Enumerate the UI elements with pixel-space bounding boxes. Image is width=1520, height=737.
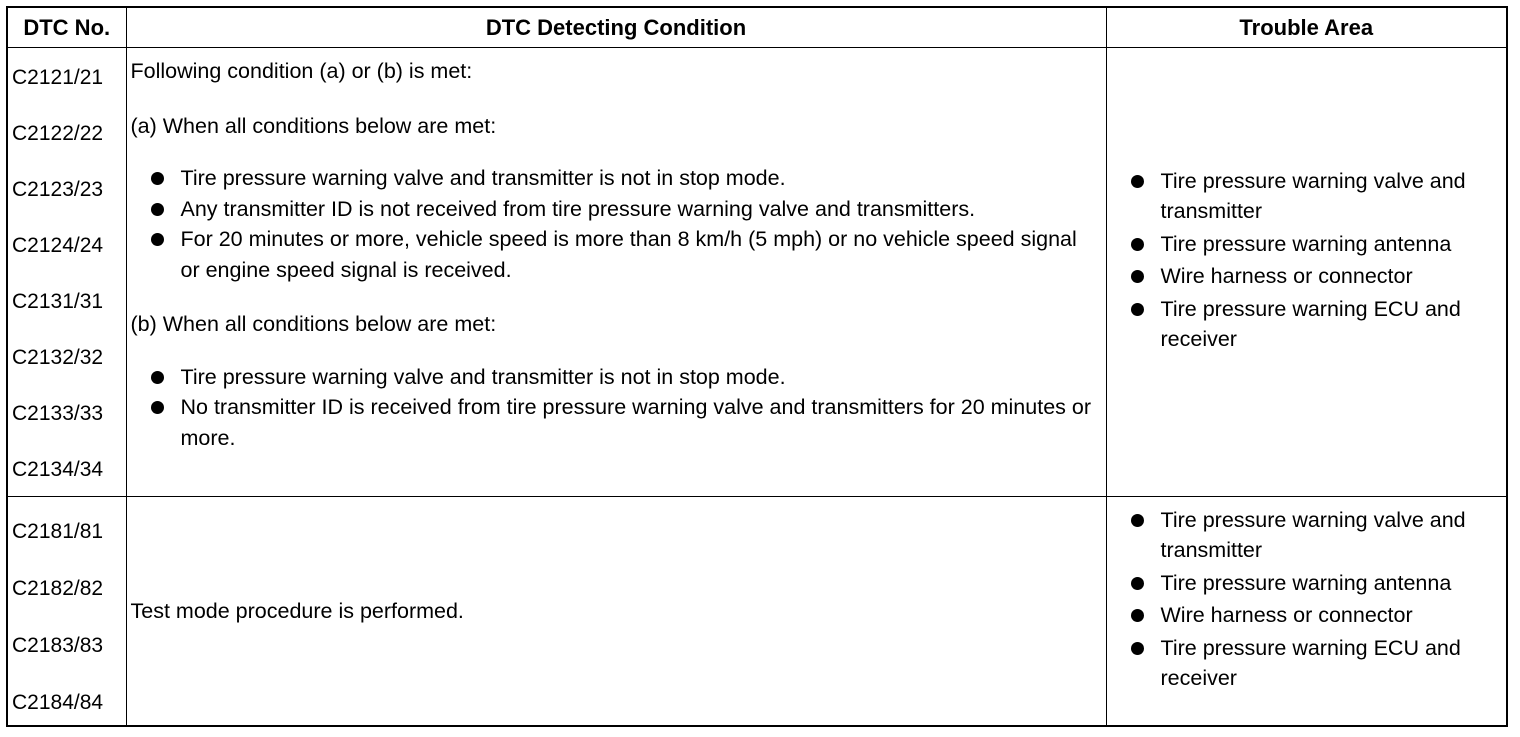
bullet-icon (1131, 642, 1144, 655)
bullet-icon (1131, 514, 1144, 527)
condition-intro: Following condition (a) or (b) is met: (130, 59, 473, 83)
condition-b-list (131, 362, 1096, 454)
dtc-code: C2181/81 (12, 519, 104, 543)
list-item: Tire pressure warning antenna (1131, 229, 1487, 259)
condition-b-heading: (b) When all conditions below are met: (130, 312, 497, 336)
list-item: Tire pressure warning valve and transmitter is not in stop mode. (151, 163, 1096, 194)
dtc-code-cell (7, 48, 126, 497)
dtc-code-cell (7, 497, 126, 727)
list-item: Tire pressure warning valve and transmitter is not in stop mode. (151, 362, 1096, 393)
bullet-icon (151, 203, 164, 216)
dtc-code: C2184/84 (12, 690, 104, 714)
dtc-table (6, 6, 1508, 727)
dtc-code: C2131/31 (12, 290, 104, 313)
dtc-code: C2134/34 (12, 458, 104, 481)
list-item: Tire pressure warning valve and transmitter (1131, 505, 1487, 565)
list-item: Wire harness or connector (1131, 261, 1487, 291)
dtc-code: C2123/23 (12, 178, 104, 201)
trouble-area-list (1131, 166, 1487, 354)
dtc-code: C2132/32 (12, 346, 104, 369)
trouble-area-cell (1106, 48, 1507, 497)
dtc-code: C2121/21 (12, 66, 104, 89)
table-row (7, 497, 1507, 727)
dtc-code: C2133/33 (12, 402, 104, 425)
bullet-icon (151, 233, 164, 246)
bullet-icon (1131, 238, 1144, 251)
list-item: Tire pressure warning ECU and receiver (1131, 294, 1487, 354)
dtc-code: C2182/82 (12, 576, 104, 600)
detecting-condition-cell (126, 48, 1106, 497)
list-item: Any transmitter ID is not received from tire pressure warning valve and transmitters. (151, 194, 1096, 225)
list-item: Tire pressure warning valve and transmitter (1131, 166, 1487, 226)
header-detecting-condition: DTC Detecting Condition (126, 7, 1106, 48)
bullet-icon (151, 401, 164, 414)
bullet-icon (1131, 270, 1144, 283)
bullet-icon (1131, 577, 1144, 590)
dtc-code: C2124/24 (12, 234, 104, 257)
list-item: Wire harness or connector (1131, 600, 1487, 630)
header-row (7, 7, 1507, 48)
list-item: Tire pressure warning ECU and receiver (1131, 633, 1487, 693)
bullet-icon (1131, 175, 1144, 188)
trouble-area-cell (1106, 497, 1507, 727)
table-row (7, 48, 1507, 497)
list-item: No transmitter ID is received from tire pressure warning valve and transmitters for 20 minutes or more. (151, 392, 1096, 453)
header-trouble-area: Trouble Area (1106, 7, 1507, 48)
bullet-icon (1131, 303, 1144, 316)
dtc-code: C2183/83 (12, 633, 104, 657)
condition-a-list (131, 163, 1096, 285)
bullet-icon (1131, 609, 1144, 622)
list-item: Tire pressure warning antenna (1131, 568, 1487, 598)
condition-text: Test mode procedure is performed. (130, 598, 464, 623)
trouble-area-list (1131, 505, 1487, 693)
bullet-icon (151, 172, 164, 185)
detecting-condition-cell (126, 497, 1106, 727)
header-dtc-no: DTC No. (7, 7, 126, 48)
bullet-icon (151, 371, 164, 384)
list-item: For 20 minutes or more, vehicle speed is more than 8 km/h (5 mph) or no vehicle speed signal or engine speed signal is received. (151, 224, 1096, 285)
condition-a-heading: (a) When all conditions below are met: (130, 113, 497, 138)
dtc-code: C2122/22 (12, 122, 104, 145)
